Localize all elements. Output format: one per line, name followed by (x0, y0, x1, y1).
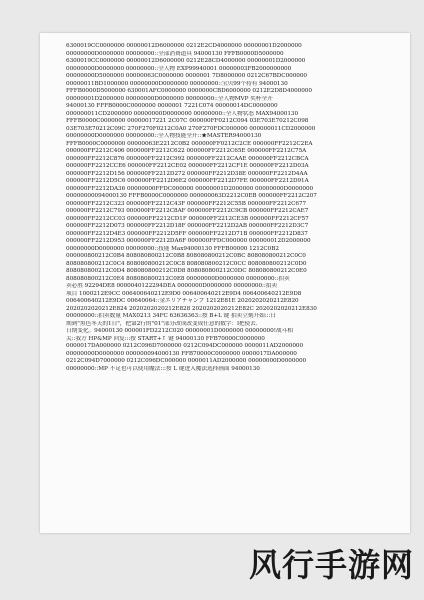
code-line: 6300019CC0000000 00000012D6000000 0212E2CD4000000 00000001D2000000 (66, 43, 302, 49)
code-line: 00000000::MP 不足也可以使用魔法:::按 L 键进入魔法选择画面 94000130 (66, 365, 260, 372)
code-line: 00000000D0000000 00000000::全人物技能全开::★MASTER94000130 (66, 133, 262, 139)
cheat-code-listing (66, 43, 410, 373)
code-line: 000000011CD2000000 00000000D0000000 00000000::全人物状态 MAX94000130 (66, 110, 299, 117)
code-line: FFFB0000C0000000 00000063E2212C0B2 000000FF0212C2CE 000000FF2212C2EA (66, 140, 313, 147)
code-line: 808080800212C0D4 808080800212C0D8 808080800212C0DC 808080800212C0E0 (66, 268, 307, 274)
code-line: 808080800212C0E4 808080800212C0E8 00000000D0000000 00000000::拍卖 (66, 275, 290, 282)
code-line: 6300019CC0000000 00000012D6000000 0212E28CD4000000 00000001D2000000 (66, 58, 306, 64)
code-line: 00000000D5000000 00000063C0000000 0000001 7D8000000 0212C67BDC000000 (66, 73, 308, 79)
code-line: 关::我方 HP&MP 回复:::按 START+↑ 键 94000130 FFB70000C0000000 (66, 335, 265, 342)
code-line: 000000FF2212D4E3 000000FF2212D5FF 000000FF2212D71B 000000FF2212D837 (66, 230, 308, 237)
code-line: 000000FF2212D953 000000FF2212DA6F 000000FFDC000000 000000012D2000000 (66, 238, 311, 244)
code-line: 006400640212E9DC 00640064::金エリアチャンプ 1212E81E 2020202020212E820 (66, 298, 299, 304)
code-line: 000000FF2212C323 000000FF2212C43F 000000FF2212C55B 000000FF2212C677 (66, 200, 307, 207)
code-line: FFFB0000D5000000 630001AFC0000000 0000000CBD6000000 0212E2D8D4000000 (66, 88, 312, 94)
site-watermark: 风行手游网 (248, 546, 414, 584)
code-line: FFFB0000C0000000 00000017221 2C07C 000000FF0212C094 03E703E70212C098 (66, 118, 309, 124)
document-page (40, 33, 410, 533)
code-line: 卖必胜 92294DE8 0000040122294DEA 0000000D0000000 00000000::拍卖 (66, 283, 278, 289)
code-line: 000000FF2212C406 000000FF2212C622 000000FF2212C65E 000000FF2212C75A (66, 148, 307, 154)
code-line: 00000000094000130 FFFB0000C0000000 000000063D2212C0EB 000000FF2212C207 (66, 193, 317, 199)
code-line: 日期变化。94000130 000001FD2212C020 00000001D0000000 00000000!战斗相 (66, 328, 293, 334)
code-line: 000000FF2212D073 000000FF2212D18F 000000FF2212D2AB 000000FF2212D3C7 (66, 223, 309, 229)
code-line: 00000000D0000000 000000094000130 FFB70000C0000000 0000017DA000000 (66, 350, 297, 357)
code-line: 000000FF2212C876 000000FF2212C992 000000FF2212CAAE 000000FF2212CBCA (66, 155, 309, 162)
code-line: 2020202020212E824 2020202020212E828 2020202020212E82C 2020202020212E830 (66, 305, 317, 312)
code-line: 94000130 FFFB0000C0000000 0000001 7221C074 00000014DC0000000 (66, 103, 278, 109)
code-line: 03E703E70212C09C 270F270F0212C0A0 270F270FDC000000 000000011CD2000000 (66, 125, 316, 132)
code-line: 000000FF2212CC03 000000FF2212CD1F 000000FF2212CE3B 000000FF2212CF57 (66, 215, 309, 222)
code-line: 00000000D0000000 00000000::技能 Max94000130 FFFB00000 1212C0B2 (66, 245, 279, 252)
code-line: 0000017DA000000 0212C096D7000000 0212C094DC000000 0000011AD2000000 (66, 343, 304, 349)
code-line: 000000800212C0B4 808080800212C0B8 808080800212C0BC 808080800212C0C0 (66, 253, 306, 259)
code-line: 00000001D2000000 00000000D0000000 00000000::全人物MVP 奖杯全开 (66, 95, 273, 102)
code-line: 000000FF2212DA36 00000000FFDC000000 00000001D2000000 00000000D0000000 (66, 185, 314, 192)
code-line: 000000FF2212CCE6 000000FF2212CE02 000000FF2212CF1E 000000FF2212D03A (66, 163, 309, 169)
code-line: 0212C094D7000000 0212C096DC000000 0000011AD2000000 00000000D0000000 (66, 358, 307, 364)
code-line: 期到"黑色冬天的1日"，把第2行的"01"部分改成改变成任意的数字：l把使去. (66, 320, 258, 327)
code-line: 000000FF2212D156 000000FF2212D272 000000FF2212D38E 000000FF2212D4AA (66, 170, 308, 177)
code-line: 项目 1000212E9CC 006400640212E9D0 006400640212E9D4 006400640212E9D8 (66, 290, 302, 297)
code-line: 00000000D0000000 00000000::全部消费道具 94000130 FFFB0000D5000000 (66, 50, 284, 57)
code-line: 808080800212C0C4 808080800212C0C8 808080800212C0CC 808080800212C0D0 (66, 260, 307, 267)
code-line: 00000000::拍卖数量 MAX0213 34FC 63636363::按 B+L 键 拍卖立刻开始:::日 (66, 313, 277, 319)
code-line: 00000011BD1000000 00000000D0000000 00000000::宝贝99个持有 94000130 (66, 80, 288, 87)
code-line: 00000000D0000000 00000000::全人物 EXP99940001 00000003FB2000000000 (66, 65, 292, 72)
code-line: 000000FF2212D5C6 000000FF2212D6E2 000000FF2212D7FE 000000FF2212D91A (66, 178, 309, 184)
code-line: 000000FF2212C793 000000FF2212C8AF 000000FF2212C9CB 000000FF2212CAE7 (66, 208, 309, 214)
